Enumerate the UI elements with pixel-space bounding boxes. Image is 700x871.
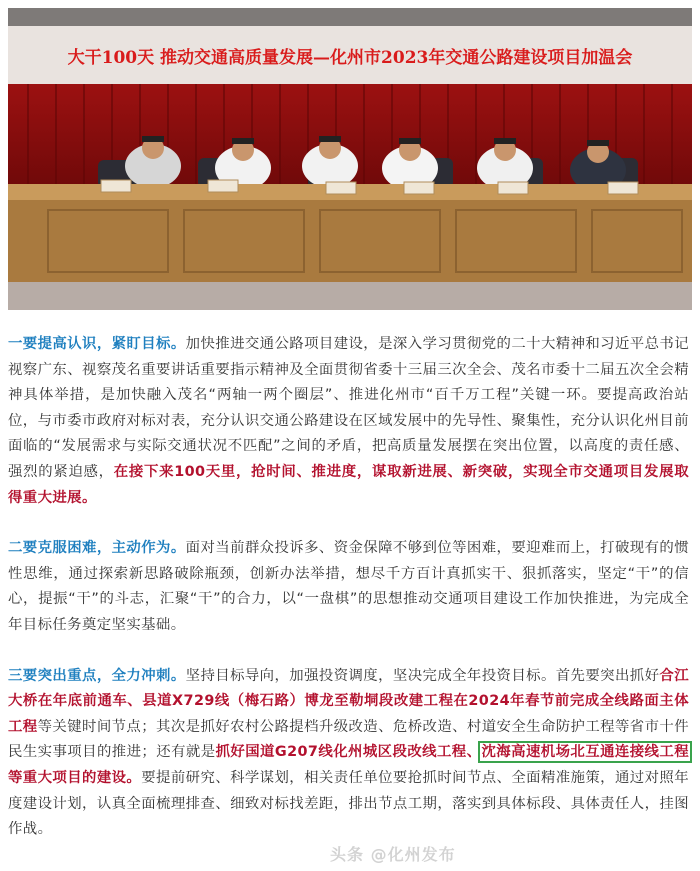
paragraph-3-highlight-1: 合江大桥在年底前通车、县道X729线（梅石路）博龙至勒垌段改建工程在2024年春节前完成全线路面主体工程 [8,667,689,735]
boxed-project-highlight: 沈海高速机场北互通连接线工程 [481,744,690,761]
paragraph-3-text-1: 坚持目标导向，加强投资调度，坚决完成全年投资目标。首先要突出抓好 [185,667,660,684]
banner-text: 大干100天 推动交通高质量发展—化州市2023年交通公路建设项目加温会 [67,48,633,68]
paragraph-1-text: 加快推进交通公路项目建设，是深入学习贯彻党的二十大精神和习近平总书记视察广东、视察茂名重要讲话重要指示精神及全面贯彻省委十三届三次全会、茂名市委十二届五次全会精神具体举措，是加快融入茂名“两轴一两个圈层”、推进化州市“百千万工程”关键一环。要提高政治站位，与市委市政府对标对表，充分认识交通公路建设在区域发展中的先导性、聚集性，充分认识化州目前面临的“发展需求与实际交通状况不匹配”之间的矛盾，把高质量发展摆在突出位置，以高度的责任感、强烈的紧迫感， [8,336,689,480]
paragraph-3-lead: 三要突出重点，全力冲刺。 [8,667,186,684]
paragraph-3-highlight-2: 抓好国道G207线化州城区段改线工程、 [215,744,482,761]
paragraph-2 [8,536,689,638]
paragraph-3 [8,664,689,843]
paragraph-3-text-2: 等关键时间节点；其次是抓好农村公路提档升级改造、危桥改造、村道安全生命防护工程等省市十件民生实事项目的推进；还有就是 [8,718,689,761]
paragraph-2-text: 面对当前群众投诉多、资金保障不够到位等困难，要迎难而上，打破现有的惯性思维，通过探索新思路破除瓶颈，创新办法举措，想尽千方百计真抓实干、狠抓落实，坚定“干”的信心，提振“干”的斗志，汇聚“干”的合力，以“一盘棋”的思想推动交通项目建设工作加快推进，为完成全年目标任务奠定坚实基础。 [8,540,689,633]
paragraph-1 [8,332,689,511]
paragraph-1-lead: 一要提高认识，紧盯目标。 [8,336,186,352]
paragraph-2-lead: 二要克服困难，主动作为。 [8,540,186,557]
paragraph-3-highlight-4: 等重大项目的建设。 [8,769,142,786]
meeting-photo-illustration [8,8,692,310]
article-body [8,332,689,868]
paragraph-1-highlight: 在接下来100天里，抢时间、推进度，谋取新进展、新突破，实现全市交通项目发展取得重大进展。 [8,463,689,506]
watermark: 头条 @化州发布 [330,845,456,864]
paragraph-3-text-3: 要提前研究、科学谋划，相关责任单位要抢抓时间节点、全面精准施策，通过对照年度建设计划，认真全面梳理排查、细致对标找差距，排出节点工期，落实到具体标段、具体责任人，挂图作战。 [8,769,689,838]
meeting-photo [8,8,692,310]
